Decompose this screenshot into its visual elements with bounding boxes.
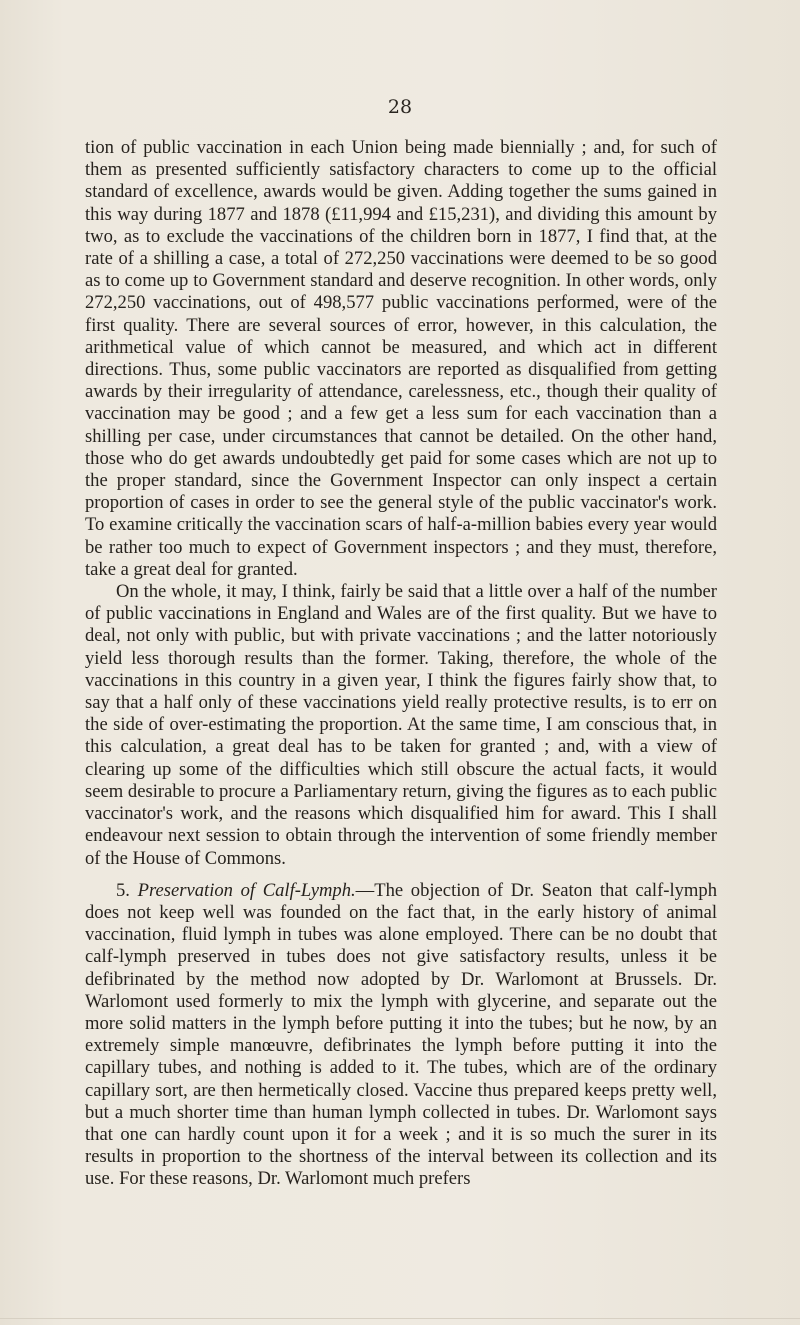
paragraph-3 <box>85 880 717 1191</box>
section-heading: Preservation of Calf-Lymph. <box>137 879 356 901</box>
body-text <box>85 137 717 1191</box>
section-text: —The objection of Dr. Seaton that calf-lymph does not keep well was founded on the fact that, in the early history of animal vaccination, fluid lymph in tubes was alone employed. There can be no doubt that calf-lymph preserved in tubes does not give satisfactory results, unless it be defibrinated by the method now adopted by Dr. Warlomont at Brussels. Dr. Warlomont used formerly to mix the lymph with glycerine, and separate out the more solid matters in the lymph before putting it into the tubes; but he now, by an extremely simple manœuvre, defibrinates the lymph before putting it into the capillary tubes, and nothing is added to it. The tubes, which are of the ordinary capillary sort, are then hermetically closed. Vaccine thus prepared keeps pretty well, but a much shorter time than human lymph collected in tubes. Dr. Warlomont says that one can hardly count upon it for a week ; and it is so much the surer in its results in proportion to the shortness of the interval between its collection and its use. For these reasons, Dr. Warlomont much prefers <box>85 879 717 1190</box>
page-edge-line <box>0 1318 800 1319</box>
page-number: 28 <box>387 96 413 118</box>
section-number: 5. <box>116 879 130 901</box>
paragraph-1: tion of public vaccination in each Union being made biennially ; and, for such of them as presented sufficiently satisfactory characters to come up to the official standard of excellence, awards would be given. Adding together the sums gained in this way during 1877 and 1878 (£11,994 and £15,231), and dividing this amount by two, as to exclude the vaccinations of the children born in 1877, I find that, at the rate of a shilling a case, a total of 272,250 vaccinations were deemed to be so good as to come up to Government standard and deserve recognition. In other words, only 272,250 vaccinations, out of 498,577 public vaccinations performed, were of the first quality. There are several sources of error, however, in this calculation, the arithmetical value of which cannot be measured, and which act in different directions. Thus, some public vaccinators are reported as disqualified from getting awards by their irregularity of attendance, carelessness, etc., though their quality of vaccination may be good ; and a few get a less sum for each vaccination than a shilling per case, under circumstances that cannot be detailed. On the other hand, those who do get awards undoubtedly get paid for some cases which are not up to the proper standard, since the Government Inspector can only inspect a certain proportion of cases in order to see the general style of the public vaccinator's work. To examine critically the vaccination scars of half-a-million babies every year would be rather too much to expect of Government inspectors ; and they must, therefore, take a great deal for granted. <box>85 137 717 580</box>
paragraph-2: On the whole, it may, I think, fairly be said that a little over a half of the number of public vaccinations in England and Wales are of the first quality. But we have to deal, not only with public, but with private vaccinations ; and the latter notoriously yield less thorough results than the former. Taking, therefore, the whole of the vaccinations in this country in a given year, I think the figures fairly show that, to say that a half only of these vaccinations yield really protective results, is to err on the side of over-estimating the proportion. At the same time, I am conscious that, in this calculation, a great deal has to be taken for granted ; and, with a view of clearing up some of the difficulties which still obscure the actual facts, it would seem desirable to procure a Parliamentary return, giving the figures as to each public vaccinator's work, and the reasons which disqualified him for award. This I shall endeavour next session to obtain through the intervention of some friendly member of the House of Commons. <box>85 581 717 869</box>
